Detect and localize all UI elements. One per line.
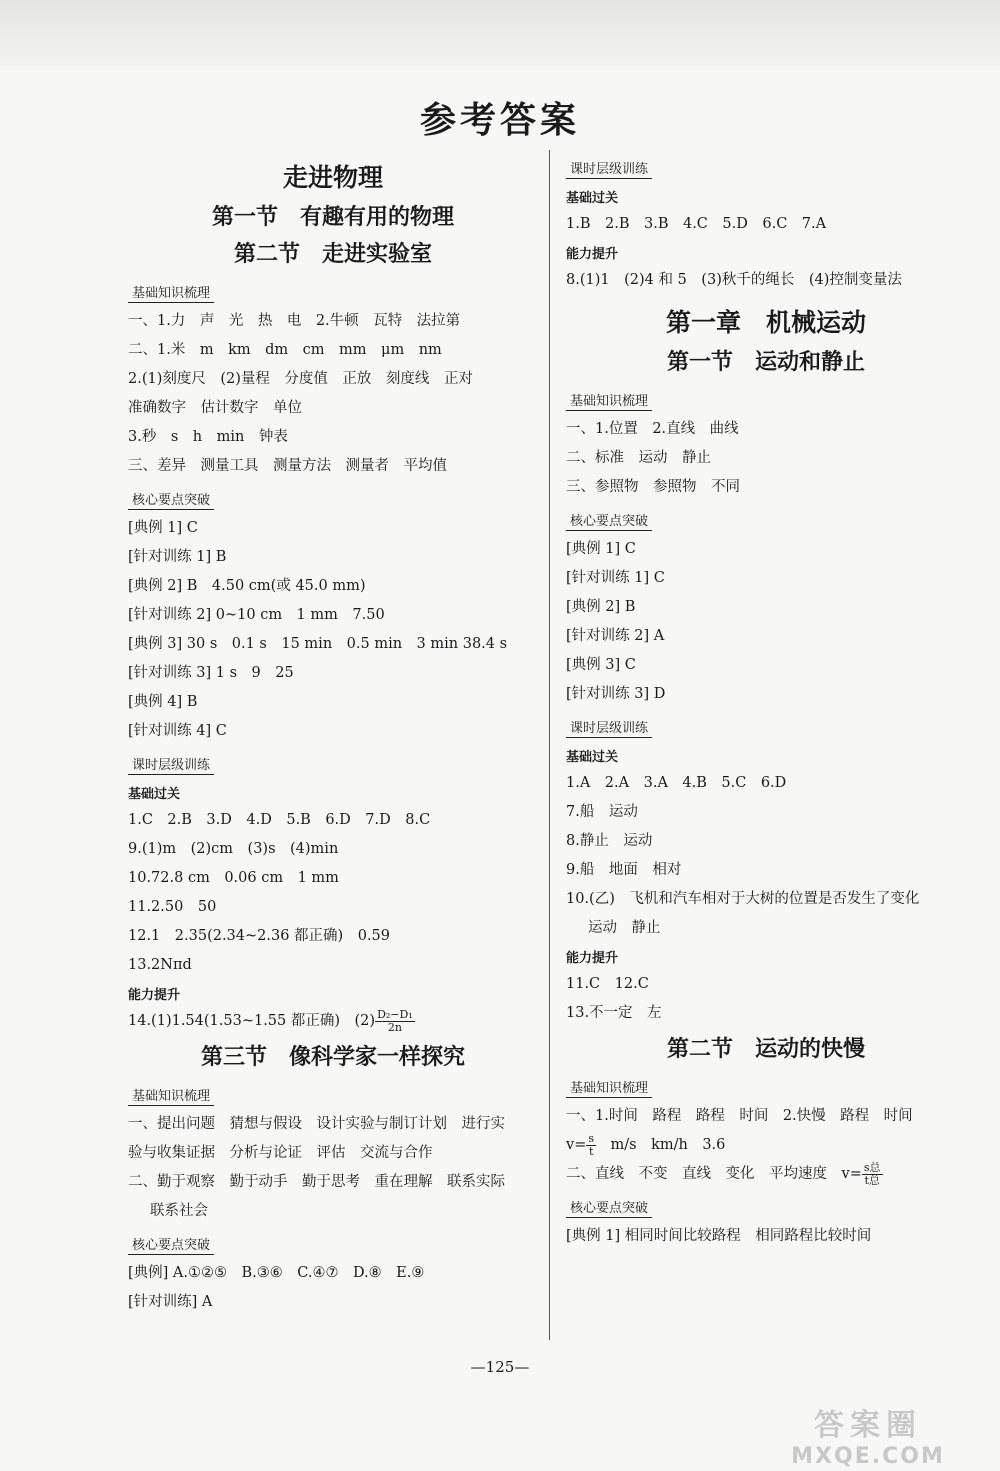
answer-line: 8.静止 运动 xyxy=(566,833,653,849)
fraction xyxy=(862,1162,883,1187)
answer-line: 1.C 2.B 3.D 4.D 5.B 6.D 7.D 8.C xyxy=(128,812,431,828)
chapter-title-1: 第一章 机械运动 xyxy=(665,308,866,337)
answer-line: [典例 1] C xyxy=(566,541,636,557)
core-points-label: 核心要点突破 xyxy=(128,1234,214,1255)
ability-label: 能力提升 xyxy=(566,247,619,262)
level-training-label: 课时层级训练 xyxy=(128,754,214,775)
answer-line: 2.(1)刻度尺 (2)量程 分度值 正放 刻度线 正对 xyxy=(128,371,473,387)
chapter-title-intro: 走进物理 xyxy=(282,163,383,192)
basic-pass-list xyxy=(566,769,966,943)
level-training-label: 课时层级训练 xyxy=(566,158,652,179)
answer-line: 一、1.时间 路程 路程 时间 2.快慢 路程 时间 xyxy=(566,1108,913,1124)
answer-line: 一、1.力 声 光 热 电 2.牛顿 瓦特 法拉第 xyxy=(128,313,461,329)
section-title-1: 第一节 有趣有用的物理 xyxy=(211,204,454,230)
answer-line: 3.秒 s h min 钟表 xyxy=(128,429,288,445)
answer-line: [针对训练 1] B xyxy=(128,549,227,565)
page-number: —125— xyxy=(470,1358,530,1376)
section-title-2: 第二节 走进实验室 xyxy=(233,241,432,267)
answer-line: 二、标准 运动 静止 xyxy=(566,450,711,466)
answer-line-14 xyxy=(128,1007,538,1036)
core-points-list xyxy=(128,1259,538,1317)
answer-line: 13.不一定 左 xyxy=(566,1005,662,1021)
basic-pass-label: 基础过关 xyxy=(128,787,181,802)
basic-knowledge-label: 基础知识梳理 xyxy=(128,282,214,303)
answer-line: 1.A 2.A 3.A 4.B 5.C 6.D xyxy=(566,775,787,791)
answer-line: 8.(1)1 (2)4 和 5 (3)秋千的绳长 (4)控制变量法 xyxy=(566,272,902,288)
answer-line: 一、1.位置 2.直线 曲线 xyxy=(566,421,739,437)
answer-line: [典例 2] B xyxy=(566,599,636,615)
basic-knowledge-list xyxy=(128,307,538,481)
watermark-text: 答案圈 xyxy=(814,1408,922,1443)
basic-pass-label: 基础过关 xyxy=(566,750,619,765)
answer-line: 二、勤于观察 勤于动手 勤于思考 重在理解 联系实际 xyxy=(128,1174,505,1190)
answer-line: [针对训练 3] 1 s 9 25 xyxy=(128,665,294,681)
core-points-label: 核心要点突破 xyxy=(128,489,214,510)
basic-knowledge-list xyxy=(128,1110,538,1226)
section-title-3: 第三节 像科学家一样探究 xyxy=(200,1044,465,1070)
answer-line: 运动 静止 xyxy=(588,920,661,936)
answer-line: [针对训练 2] A xyxy=(566,628,665,644)
velocity-formula-line xyxy=(566,1131,966,1160)
basic-knowledge-label: 基础知识梳理 xyxy=(566,1077,652,1098)
basic-knowledge-list xyxy=(566,415,966,502)
watermark-logo xyxy=(758,1400,978,1469)
answer-line: 11.C 12.C xyxy=(566,976,649,992)
answer-line: 7.船 运动 xyxy=(566,804,638,820)
answer-line: [针对训练 2] 0~10 cm 1 mm 7.50 xyxy=(128,607,385,623)
formula-prefix: v= xyxy=(566,1137,587,1153)
answer-line: [针对训练 4] C xyxy=(128,723,227,739)
answer-line: 三、差异 测量工具 测量方法 测量者 平均值 xyxy=(128,458,447,474)
fraction-denominator: t总 xyxy=(864,1173,880,1187)
core-points-list xyxy=(128,514,538,746)
level-training-label: 课时层级训练 xyxy=(566,717,652,738)
section-title-1-1: 第一节 运动和静止 xyxy=(666,349,865,375)
basic-pass-list xyxy=(128,806,538,980)
fraction-denominator: t xyxy=(588,1144,594,1158)
answer-line: [典例 1] C xyxy=(128,520,198,536)
answer-line: [典例] A.①②⑤ B.③⑥ C.④⑦ D.⑧ E.⑨ xyxy=(128,1265,425,1281)
core-points-label: 核心要点突破 xyxy=(566,510,652,531)
fraction-numerator: s总 xyxy=(863,1160,881,1174)
answer-line: 10.72.8 cm 0.06 cm 1 mm xyxy=(128,870,339,886)
answer-line: [典例 1] 相同时间比较路程 相同路程比较时间 xyxy=(566,1228,872,1244)
fraction-numerator: D₂−D₁ xyxy=(377,1007,413,1021)
answer-text: 14.(1)1.54(1.53~1.55 都正确) (2) xyxy=(128,1013,376,1029)
column-divider xyxy=(549,150,550,1340)
core-points-label: 核心要点突破 xyxy=(566,1197,652,1218)
page-title: 参考答案 xyxy=(419,100,580,141)
core-points-list xyxy=(566,535,966,709)
formula-units: m/s km/h 3.6 xyxy=(596,1137,726,1153)
section-title-1-2: 第二节 运动的快慢 xyxy=(666,1036,865,1062)
answer-line: 12.1 2.35(2.34~2.36 都正确) 0.59 xyxy=(128,928,390,944)
ability-label: 能力提升 xyxy=(128,988,181,1003)
ability-list xyxy=(566,970,966,1028)
answer-line: [针对训练] A xyxy=(128,1294,213,1310)
answer-line: 二、1.米 m km dm cm mm μm nm xyxy=(128,342,442,358)
answer-line: 13.2Nπd xyxy=(128,957,192,973)
answer-line: 三、参照物 参照物 不同 xyxy=(566,479,740,495)
answer-line: [典例 3] C xyxy=(566,657,636,673)
answer-line: 1.B 2.B 3.B 4.C 5.D 6.C 7.A xyxy=(566,216,827,232)
basic-knowledge-label: 基础知识梳理 xyxy=(128,1085,214,1106)
basic-pass-label: 基础过关 xyxy=(566,191,619,206)
answer-line: 验与收集证据 分析与论证 评估 交流与合作 xyxy=(128,1145,433,1161)
answer-line: [典例 4] B xyxy=(128,694,198,710)
answer-line: [典例 2] B 4.50 cm(或 45.0 mm) xyxy=(128,578,366,594)
basic-knowledge-label: 基础知识梳理 xyxy=(566,390,652,411)
fraction xyxy=(375,1009,415,1034)
answer-line: 11.2.50 50 xyxy=(128,899,217,915)
answer-line: [针对训练 3] D xyxy=(566,686,666,702)
right-column xyxy=(566,150,966,1251)
left-column xyxy=(128,150,538,1317)
fraction-denominator: 2n xyxy=(387,1020,402,1034)
ability-label: 能力提升 xyxy=(566,951,619,966)
fraction-numerator: s xyxy=(588,1131,594,1145)
answer-line: 9.船 地面 相对 xyxy=(566,862,682,878)
answer-line: 10.(乙) 飞机和汽车相对于大树的位置是否发生了变化 xyxy=(566,891,920,907)
answer-line: [针对训练 1] C xyxy=(566,570,665,586)
average-velocity-line xyxy=(566,1160,966,1189)
answer-line: 准确数字 估计数字 单位 xyxy=(128,400,302,416)
scan-top-band xyxy=(0,0,1000,70)
fraction xyxy=(586,1133,596,1158)
answer-line: [典例 3] 30 s 0.1 s 15 min 0.5 min 3 min 38.4 s xyxy=(128,636,508,652)
answer-line: 联系社会 xyxy=(150,1203,208,1219)
answer-line: 9.(1)m (2)cm (3)s (4)min xyxy=(128,841,339,857)
answer-line: 一、提出问题 猜想与假设 设计实验与制订计划 进行实 xyxy=(128,1116,505,1132)
answer-text: 二、直线 不变 直线 变化 平均速度 v= xyxy=(566,1166,862,1182)
watermark-url: MXQE.COM xyxy=(791,1444,945,1469)
